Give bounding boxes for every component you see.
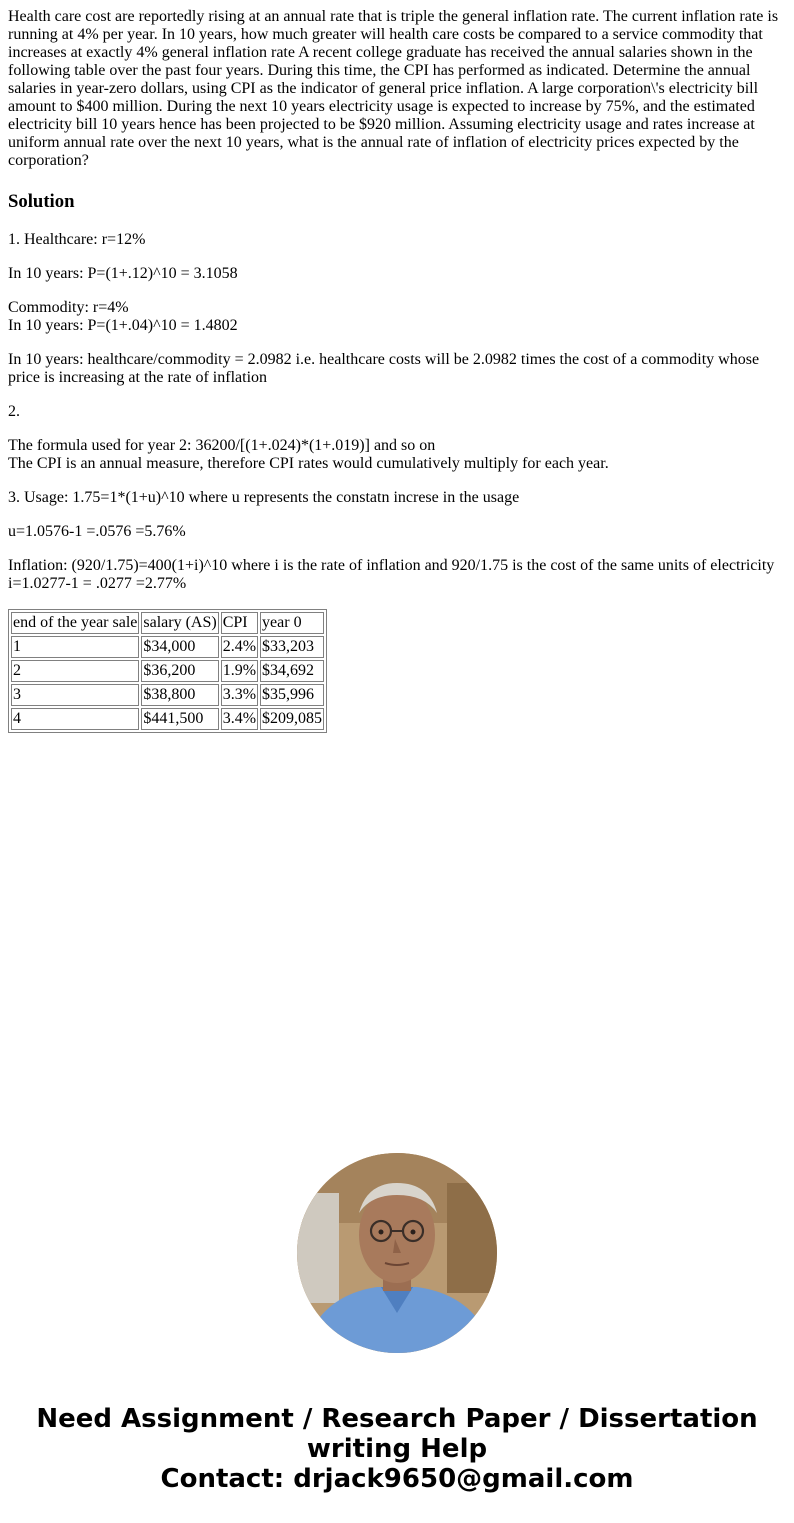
healthcare-commodity-ratio: In 10 years: healthcare/commodity = 2.0982 i.e. healthcare costs will be 2.0982 times the cost of a commodity whose price is increasing at the rate of inflation — [8, 351, 760, 386]
table-cell: $38,800 — [141, 684, 218, 706]
table-cell: 2 — [11, 660, 139, 682]
promo-footer — [0, 1404, 794, 1494]
table-cell: $35,996 — [260, 684, 324, 706]
usage-equation: 3. Usage: 1.75=1*(1+u)^10 where u represents the constatn increse in the usage — [8, 489, 520, 506]
table-cell: 4 — [11, 708, 139, 730]
inflation-result: i=1.0277-1 = .0277 =2.77% — [8, 575, 187, 592]
table-header-cell: end of the year sale — [11, 612, 139, 634]
table-cell: $33,203 — [260, 636, 324, 658]
healthcare-rate: 1. Healthcare: r=12% — [8, 231, 146, 248]
commodity-rate: Commodity: r=4% — [8, 299, 129, 316]
table-row — [11, 708, 324, 730]
healthcare-10-years: In 10 years: P=(1+.12)^10 = 3.1058 — [8, 265, 238, 282]
table-cell: $34,692 — [260, 660, 324, 682]
tutor-portrait-image — [297, 1153, 497, 1353]
tutor-avatar — [297, 1153, 497, 1353]
footer-line-2: writing Help — [306, 1434, 488, 1464]
table-cell: 3.3% — [221, 684, 258, 706]
table-row — [11, 660, 324, 682]
table-header-cell: salary (AS) — [141, 612, 218, 634]
table-header-row — [11, 612, 324, 634]
salary-table — [8, 609, 327, 733]
footer-contact: Contact: drjack9650@gmail.com — [160, 1464, 634, 1494]
formula-text: The formula used for year 2: 36200/[(1+.024)*(1+.019)] and so on — [8, 437, 436, 454]
table-cell: $209,085 — [260, 708, 324, 730]
table-cell: 3 — [11, 684, 139, 706]
part-2-label: 2. — [8, 403, 20, 420]
inflation-equation: Inflation: (920/1.75)=400(1+i)^10 where i is the rate of inflation and 920/1.75 is the cost of the same units of electricity — [8, 557, 775, 574]
table-header-cell: CPI — [221, 612, 258, 634]
table-cell: $34,000 — [141, 636, 218, 658]
table-header-cell: year 0 — [260, 612, 324, 634]
solution-heading: Solution — [8, 191, 75, 212]
question-text: Health care cost are reportedly rising at an annual rate that is triple the general inflation rate. The current inflation rate is running at 4% per year. In 10 years, how much greater will health care costs be compared to a service commodity that increases at exactly 4% general inflation rate A recent college graduate has received the annual salaries shown in the following table over the past four years. During this time, the CPI has performed as indicated. Determine the annual salaries in year-zero dollars, using CPI as the indicator of general price inflation. A large corporation\'s electricity bill amount to $400 million. During the next 10 years electricity usage is expected to increase by 75%, and the estimated electricity bill 10 years hence has been projected to be $920 million. Assuming electricity usage and rates increase at uniform annual rate over the next 10 years, what is the annual rate of inflation of electricity prices expected by the corporation? — [8, 8, 779, 169]
footer-line-1: Need Assignment / Research Paper / Dissertation — [36, 1404, 758, 1434]
table-cell: $441,500 — [141, 708, 218, 730]
inflation-block — [8, 557, 786, 593]
usage-result: u=1.0576-1 =.0576 =5.76% — [8, 523, 186, 540]
commodity-10-years: In 10 years: P=(1+.04)^10 = 1.4802 — [8, 317, 238, 334]
table-row — [11, 636, 324, 658]
table-cell: 3.4% — [221, 708, 258, 730]
table-cell: 2.4% — [221, 636, 258, 658]
table-cell: 1.9% — [221, 660, 258, 682]
formula-block — [8, 437, 786, 473]
cpi-note: The CPI is an annual measure, therefore CPI rates would cumulatively multiply for each year. — [8, 455, 609, 472]
commodity-block — [8, 299, 786, 335]
table-row — [11, 684, 324, 706]
table-cell: 1 — [11, 636, 139, 658]
table-cell: $36,200 — [141, 660, 218, 682]
document-body — [8, 8, 786, 733]
